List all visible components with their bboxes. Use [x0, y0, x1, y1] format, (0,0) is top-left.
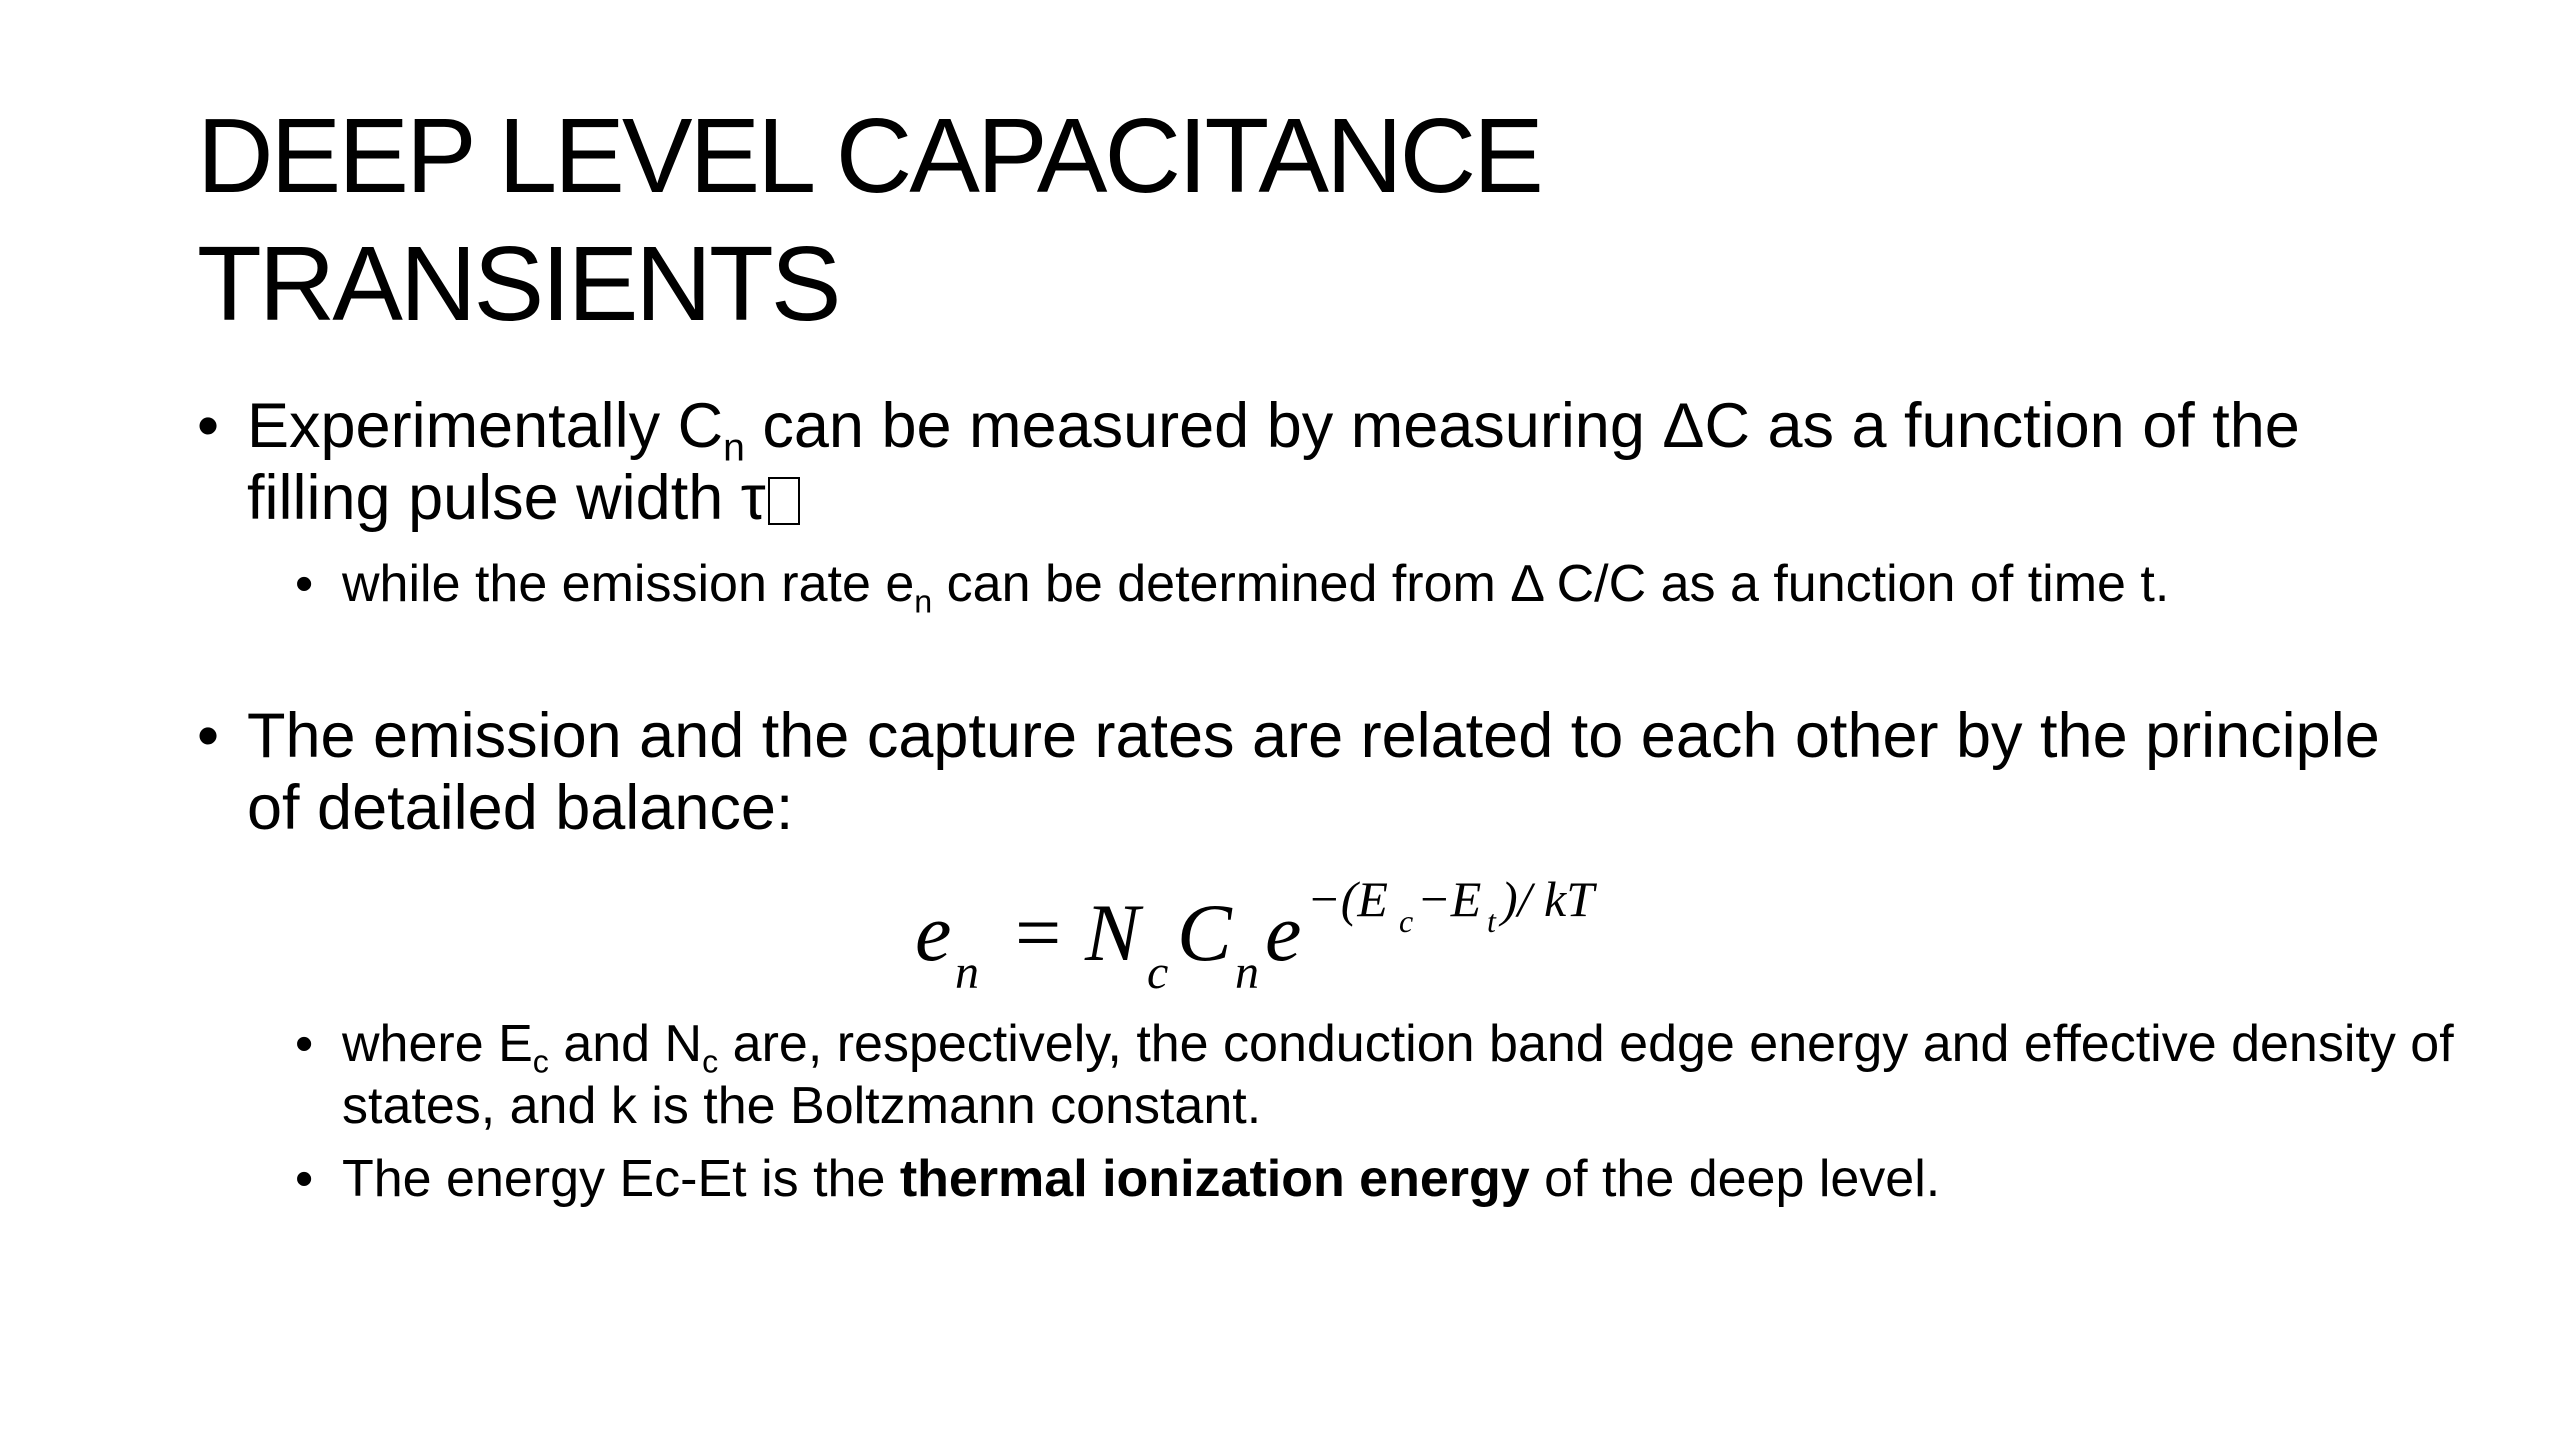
eq-n-sub: c	[1147, 946, 1169, 999]
sub-bullet-1-text-part2: can be determined from Δ C/C as a function of time t.	[932, 555, 2170, 613]
eq-equals: =	[1015, 887, 1062, 978]
title-line-2: TRANSIENTS	[197, 225, 839, 343]
bullet-marker: •	[197, 391, 220, 461]
sub-bullet-2-text-part3: are, respectively, the conduction band edge energy and effective density of states, and k is the Boltzmann constant.	[342, 1015, 2454, 1135]
sub-bullet-2-text-part2: and N	[548, 1015, 703, 1073]
eq-exp-part2: −E	[1417, 871, 1482, 927]
sub-bullet-1-text	[342, 553, 2492, 620]
sub-bullet-3-text	[342, 1148, 2492, 1210]
detailed-balance-equation	[915, 870, 1915, 1010]
sub-bullet-2-subscript-1: c	[532, 1043, 549, 1080]
eq-lhs: e	[915, 887, 952, 978]
sub-bullet-2-text	[342, 1013, 2492, 1137]
sub-bullet-1-subscript: n	[914, 583, 933, 620]
missing-glyph-box	[768, 477, 800, 525]
bullet-marker: •	[197, 701, 220, 771]
sub-bullet-marker: •	[295, 1150, 314, 1208]
sub-bullet-2-subscript-2: c	[702, 1043, 719, 1080]
eq-exp-sub2: t	[1487, 903, 1496, 939]
sub-bullet-3-bold-term: thermal ionization energy	[899, 1150, 1530, 1208]
eq-lhs-sub: n	[955, 946, 979, 999]
eq-n: N	[1085, 887, 1140, 978]
bullet-1-text-part1: Experimentally C	[247, 391, 724, 461]
eq-exp-sub1: c	[1399, 903, 1414, 939]
sub-bullet-3-text-part1: The energy Ec-Et is the	[342, 1150, 900, 1208]
bullet-1-text	[247, 390, 2447, 534]
sub-bullet-3-text-part2: of the deep level.	[1529, 1150, 1941, 1208]
eq-e: e	[1265, 887, 1302, 978]
eq-exp-part1: −(E	[1307, 871, 1388, 927]
bullet-1-subscript: n	[723, 426, 745, 470]
sub-bullet-1-text-part1: while the emission rate e	[342, 555, 915, 613]
sub-bullet-marker: •	[295, 555, 314, 613]
slide-title	[197, 92, 2197, 348]
sub-bullet-marker: •	[295, 1015, 314, 1073]
bullet-2-text: The emission and the capture rates are related to each other by the principle of detailed balance:	[247, 701, 2380, 843]
eq-c-sub: n	[1235, 946, 1259, 999]
title-line-1: DEEP LEVEL CAPACITANCE	[197, 97, 1541, 215]
eq-exp-part3: )/ kT	[1501, 871, 1595, 927]
sub-bullet-2-text-part1: where E	[342, 1015, 533, 1073]
bullet-1-text-part2: can be measured by measuring ΔC as a function of the filling pulse width τ	[247, 391, 2300, 533]
eq-c: C	[1177, 887, 1232, 978]
